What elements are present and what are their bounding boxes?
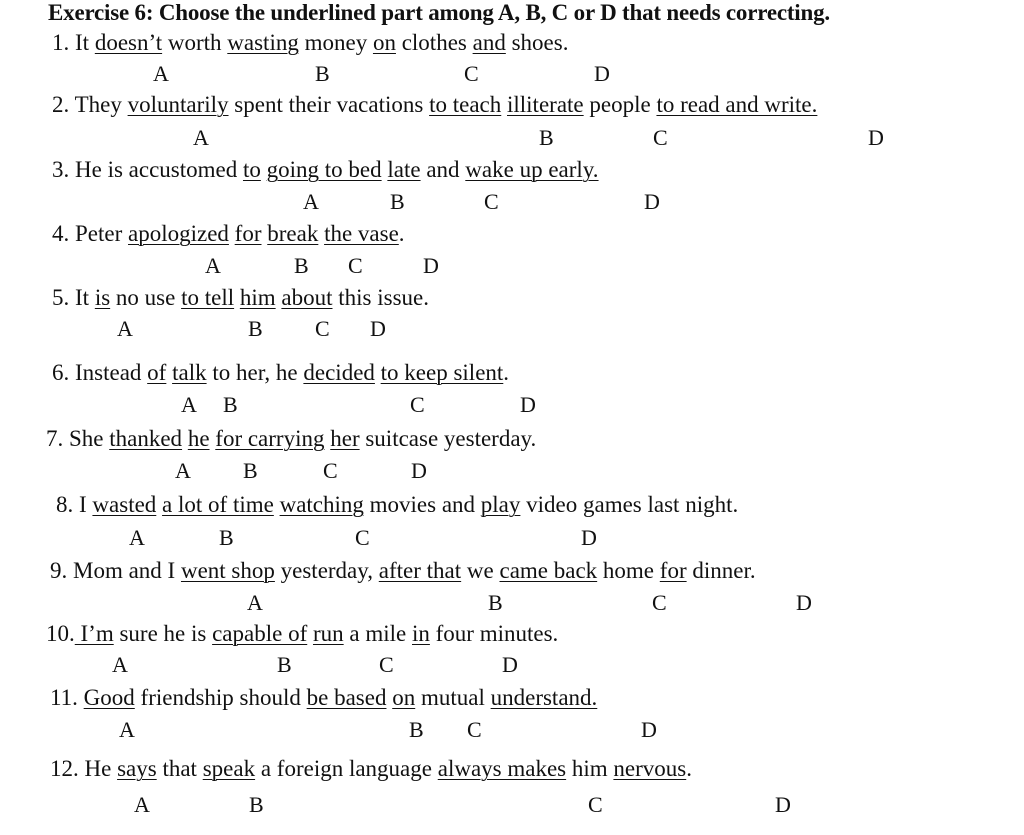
question-text: home: [597, 558, 660, 583]
question-text: four minutes.: [429, 621, 559, 646]
question-5: [52, 285, 429, 311]
option-label-b: B: [223, 392, 238, 417]
question-text: 11.: [50, 685, 84, 710]
underlined-part: he: [187, 426, 210, 451]
option-label-b: B: [488, 590, 503, 615]
underlined-part: in: [412, 621, 430, 646]
question-1: [52, 30, 568, 56]
option-label-c: C: [484, 189, 499, 214]
underlined-part: and: [472, 30, 506, 55]
underlined-part: to read and write.: [656, 92, 818, 117]
option-label-d: D: [641, 717, 657, 742]
question-text: 4. Peter: [52, 221, 129, 246]
option-label-a: A: [205, 253, 221, 278]
question-text: 2. They: [52, 92, 128, 117]
underlined-part: wasting: [227, 30, 299, 55]
question-text: .: [398, 221, 405, 246]
underlined-part: to: [242, 157, 261, 182]
option-label-b: B: [409, 717, 424, 742]
option-label-c: C: [323, 458, 338, 483]
underlined-part: her: [330, 426, 360, 451]
question-text: dinner.: [686, 558, 756, 583]
question-text: to her, he: [206, 360, 304, 385]
underlined-part: the vase: [324, 221, 399, 246]
question-text: no use: [110, 285, 182, 310]
option-label-c: C: [467, 717, 482, 742]
underlined-part: understand.: [490, 685, 598, 710]
option-label-a: A: [247, 590, 263, 615]
underlined-part: run: [312, 621, 344, 646]
underlined-part: capable of: [212, 621, 308, 646]
underlined-part: doesn’t: [94, 30, 163, 55]
question-6: [52, 360, 509, 386]
option-label-a: A: [129, 525, 145, 550]
question-text: sure he is: [113, 621, 213, 646]
option-label-a: A: [153, 61, 169, 86]
option-label-c: C: [355, 525, 370, 550]
underlined-part: be based: [306, 685, 387, 710]
question-text: 6. Instead: [52, 360, 148, 385]
exercise-title: Exercise 6: Choose the underlined part among A, B, C or D that needs correcting.: [48, 0, 830, 25]
question-text: money: [298, 30, 373, 55]
question-text: 10.: [46, 621, 75, 646]
option-label-d: D: [423, 253, 439, 278]
underlined-part: on: [392, 685, 416, 710]
option-label-d: D: [775, 792, 791, 817]
option-label-a: A: [119, 717, 135, 742]
option-label-b: B: [539, 125, 554, 150]
option-label-d: D: [796, 590, 812, 615]
underlined-part: on: [372, 30, 396, 55]
question-text: spent their vacations: [228, 92, 430, 117]
underlined-part: says: [117, 756, 157, 781]
underlined-part: him: [239, 285, 276, 310]
option-label-b: B: [315, 61, 330, 86]
option-label-b: B: [249, 792, 264, 817]
underlined-part: is: [94, 285, 111, 310]
underlined-part: voluntarily: [127, 92, 229, 117]
underlined-part: decided: [303, 360, 375, 385]
option-label-c: C: [464, 61, 479, 86]
question-text: 7. She: [46, 426, 110, 451]
question-9: [50, 558, 756, 584]
underlined-part: wasted: [92, 492, 157, 517]
option-label-d: D: [520, 392, 536, 417]
underlined-part: play: [480, 492, 521, 517]
option-label-b: B: [248, 316, 263, 341]
option-label-a: A: [112, 652, 128, 677]
option-label-d: D: [868, 125, 884, 150]
option-label-a: A: [117, 316, 133, 341]
question-text: 8. I: [56, 492, 93, 517]
option-label-d: D: [644, 189, 660, 214]
underlined-part: talk: [172, 360, 207, 385]
underlined-part: a lot of time: [162, 492, 274, 517]
underlined-part: after that: [378, 558, 462, 583]
option-label-a: A: [303, 189, 319, 214]
question-text: suitcase yesterday.: [359, 426, 537, 451]
question-text: that: [156, 756, 203, 781]
underlined-part: wake up early.: [465, 157, 599, 182]
underlined-part: went shop: [180, 558, 275, 583]
question-text: yesterday,: [274, 558, 379, 583]
option-label-a: A: [181, 392, 197, 417]
option-label-a: A: [134, 792, 150, 817]
underlined-part: illiterate: [507, 92, 584, 117]
option-label-b: B: [219, 525, 234, 550]
question-text: this issue.: [332, 285, 429, 310]
underlined-part: to tell: [181, 285, 235, 310]
option-label-c: C: [652, 590, 667, 615]
question-text: him: [566, 756, 614, 781]
question-11: [50, 685, 597, 711]
question-text: a foreign language: [255, 756, 438, 781]
question-text: friendship should: [134, 685, 307, 710]
question-text: worth: [162, 30, 228, 55]
underlined-part: going to bed: [266, 157, 382, 182]
question-text: clothes: [395, 30, 473, 55]
question-text: a mile: [343, 621, 412, 646]
underlined-part: to keep silent: [380, 360, 504, 385]
option-label-c: C: [653, 125, 668, 150]
question-text: movies and: [363, 492, 481, 517]
option-label-b: B: [294, 253, 309, 278]
option-label-b: B: [243, 458, 258, 483]
question-text: .: [503, 360, 510, 385]
underlined-part: break: [267, 221, 319, 246]
question-4: [52, 221, 405, 247]
option-label-c: C: [588, 792, 603, 817]
option-label-d: D: [502, 652, 518, 677]
option-label-b: B: [390, 189, 405, 214]
question-text: 12. He: [50, 756, 118, 781]
question-text: mutual: [415, 685, 491, 710]
question-2: [52, 92, 817, 118]
underlined-part: always makes: [437, 756, 567, 781]
underlined-part: Good: [83, 685, 135, 710]
option-label-c: C: [410, 392, 425, 417]
option-label-d: D: [370, 316, 386, 341]
underlined-part: nervous: [613, 756, 687, 781]
question-3: [52, 157, 599, 183]
option-label-b: B: [277, 652, 292, 677]
question-text: 9. Mom and I: [50, 558, 181, 583]
underlined-part: for: [659, 558, 687, 583]
underlined-part: to teach: [429, 92, 502, 117]
option-label-a: A: [175, 458, 191, 483]
underlined-part: late: [387, 157, 421, 182]
underlined-part: came back: [499, 558, 598, 583]
question-text: we: [461, 558, 500, 583]
underlined-part: thanked: [109, 426, 183, 451]
question-text: 1. It: [52, 30, 95, 55]
option-label-d: D: [581, 525, 597, 550]
underlined-part: for: [234, 221, 262, 246]
question-text: 3. He is accustomed: [52, 157, 243, 182]
option-label-c: C: [379, 652, 394, 677]
question-7: [46, 426, 536, 452]
underlined-part: speak: [202, 756, 256, 781]
option-label-a: A: [193, 125, 209, 150]
question-12: [50, 756, 692, 782]
underlined-part: watching: [279, 492, 364, 517]
question-text: people: [583, 92, 657, 117]
option-label-d: D: [411, 458, 427, 483]
option-label-c: C: [315, 316, 330, 341]
underlined-part: apologized: [128, 221, 229, 246]
question-text: and: [420, 157, 466, 182]
option-label-d: D: [594, 61, 610, 86]
question-text: video games last night.: [520, 492, 739, 517]
underlined-part: for carrying: [215, 426, 325, 451]
option-label-c: C: [348, 253, 363, 278]
question-10: [46, 621, 558, 647]
underlined-part: about: [281, 285, 333, 310]
question-text: .: [686, 756, 692, 781]
question-8: [56, 492, 738, 518]
underlined-part: of: [147, 360, 167, 385]
question-text: 5. It: [52, 285, 95, 310]
question-text: shoes.: [505, 30, 569, 55]
underlined-part: I’m: [74, 621, 114, 646]
